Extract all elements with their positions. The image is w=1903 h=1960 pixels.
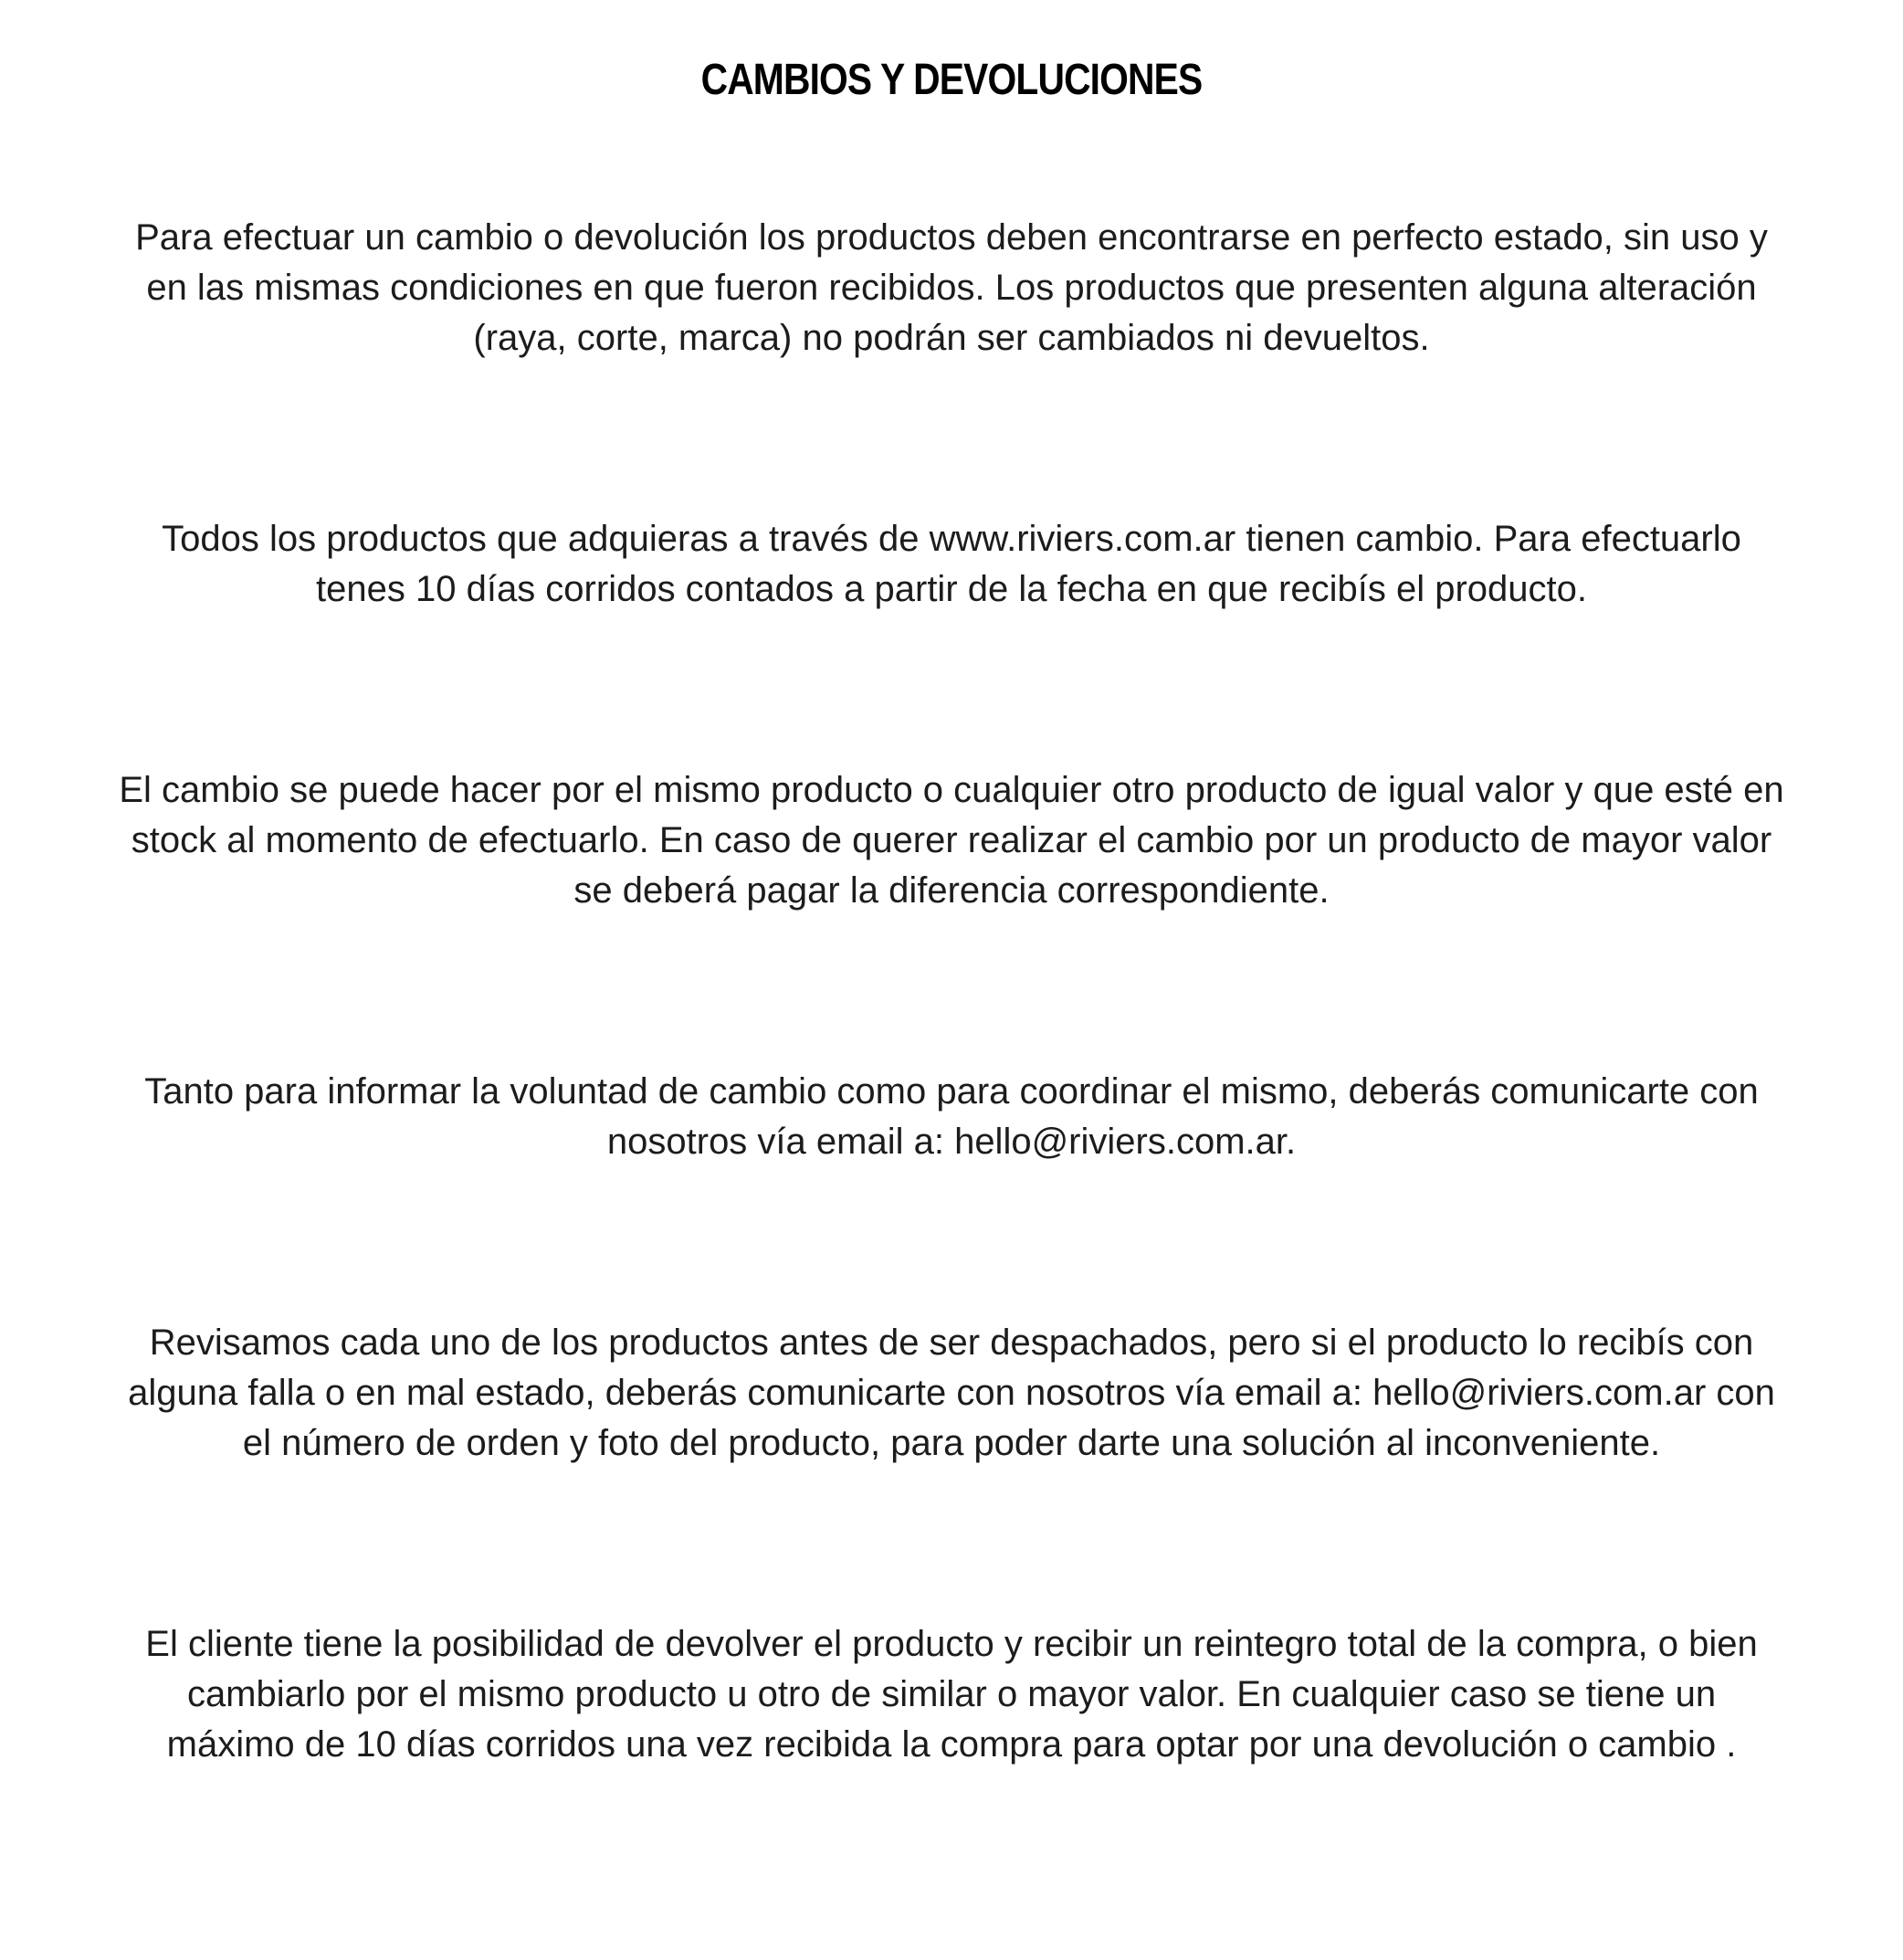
policy-text-line: Tanto para informar la voluntad de cambio como para coordinar el mismo, deberás comunicarte con [144,1071,1759,1112]
policy-text-line: El cambio se puede hacer por el mismo producto o cualquier otro producto de igual valor y que esté en [119,770,1784,810]
policy-text-line: Para efectuar un cambio o devolución los productos deben encontrarse en perfecto estado, sin uso y [135,217,1768,258]
policy-paragraph-defects [27,1318,1876,1469]
policy-paragraph-exchange-window [27,514,1876,615]
policy-text-line: Todos los productos que adquieras a través de www.riviers.com.ar tienen cambio. Para efectuarlo [162,519,1741,559]
policy-text-line: tenes 10 días corridos contados a partir de la fecha en que recibís el producto. [316,569,1587,609]
returns-policy-page [0,57,1903,1960]
policy-text-line: máximo de 10 días corridos una vez recibida la compra para optar por una devolución o cambio . [166,1724,1737,1765]
policy-paragraph-refund [27,1619,1876,1770]
policy-content [0,213,1903,1770]
policy-text-line: el número de orden y foto del producto, para poder darte una solución al inconveniente. [242,1423,1661,1463]
policy-text-line: El cliente tiene la posibilidad de devolver el producto y recibir un reintegro total de la compra, o bien [145,1624,1758,1664]
policy-text-line: (raya, corte, marca) no podrán ser cambiados ni devueltos. [473,318,1430,358]
policy-paragraph-contact [27,1067,1876,1167]
policy-text-line: nosotros vía email a: hello@riviers.com.ar. [606,1122,1297,1162]
policy-text-line: se deberá pagar la diferencia correspondiente. [573,870,1330,911]
policy-paragraph-condition [27,213,1876,364]
policy-text-line: alguna falla o en mal estado, deberás comunicarte con nosotros vía email a: hello@riviers.com.ar con [128,1373,1775,1413]
policy-text-line: Revisamos cada uno de los productos antes de ser despachados, pero si el producto lo recibís con [149,1322,1754,1363]
page-title: CAMBIOS Y DEVOLUCIONES [700,56,1203,104]
policy-paragraph-exchange-value [27,765,1876,916]
policy-text-line: cambiarlo por el mismo producto u otro de similar o mayor valor. En cualquier caso se tiene un [186,1674,1717,1714]
policy-text-line: en las mismas condiciones en que fueron recibidos. Los productos que presenten alguna alteración [146,268,1757,308]
policy-text-line: stock al momento de efectuarlo. En caso de querer realizar el cambio por un producto de mayor valor [131,820,1772,860]
